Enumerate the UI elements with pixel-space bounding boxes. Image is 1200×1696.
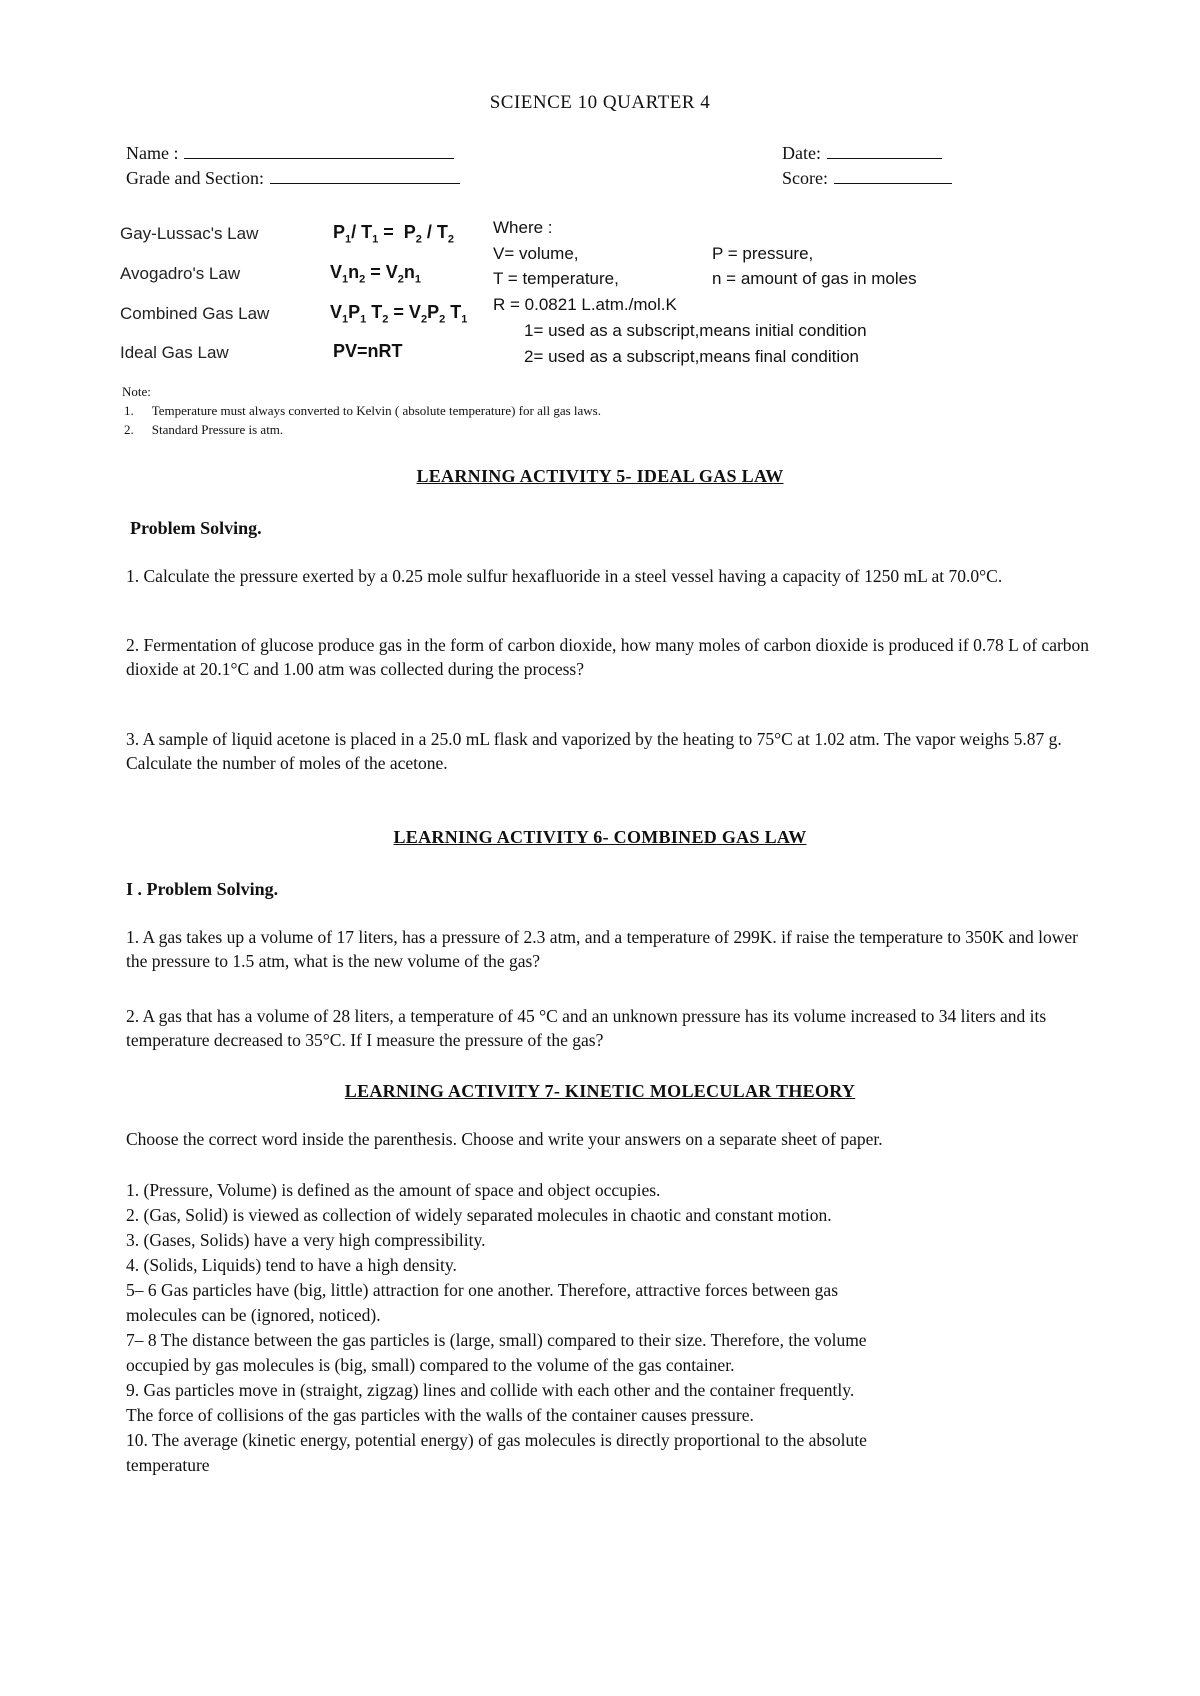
name-blank[interactable] [184, 142, 454, 159]
page-title: SCIENCE 10 QUARTER 4 [489, 92, 711, 113]
kmt-line: The force of collisions of the gas particles with the walls of the container causes pressure. [126, 1405, 754, 1425]
activity6-problem-1: 1. A gas takes up a volume of 17 liters, has a pressure of 2.3 atm, and a temperature of 299K. if raise the temperature to 350K and lower the pressure to 1.5 atm, what is the new volume of the gas? [126, 927, 1079, 971]
law-name-gay-lussac: Gay-Lussac's Law [120, 224, 259, 243]
legend-temperature: T = temperature, [493, 269, 619, 288]
legend-volume: V= volume, [493, 244, 579, 263]
kmt-line: molecules can be (ignored, noticed). [126, 1305, 381, 1325]
law-eq-combined: $V_1P_1$ $T_2 = V_2P_2$ $T_1$ [330, 302, 468, 326]
kmt-line: 10. The average (kinetic energy, potential energy) of gas molecules is directly proportional to the absolute [126, 1430, 867, 1450]
activity5-heading: LEARNING ACTIVITY 5- IDEAL GAS LAW [416, 466, 784, 486]
kmt-line: occupied by gas molecules is (big, small) compared to the volume of the gas container. [126, 1355, 735, 1375]
score-field [782, 167, 952, 189]
law-eq-avogadro: $V_1n_2 = V_2n_1$ [330, 262, 422, 286]
note-item-2: 2. Standard Pressure is atm. [124, 422, 284, 437]
legend-subscript-2: 2= used as a subscript,means final condition [524, 347, 860, 366]
activity6-heading: LEARNING ACTIVITY 6- COMBINED GAS LAW [393, 827, 807, 847]
kmt-line: 7– 8 The distance between the gas particles is (large, small) compared to their size. Therefore, the volume [126, 1330, 867, 1350]
name-label: Name : [126, 143, 179, 163]
grade-section-label: Grade and Section: [126, 168, 264, 188]
activity7-instruction: Choose the correct word inside the parenthesis. Choose and write your answers on a separate sheet of paper. [126, 1129, 883, 1149]
activity5-problem-2: 2. Fermentation of glucose produce gas in the form of carbon dioxide, how many moles of carbon dioxide is produced if 0.78 L of carbon dioxide at 20.1°C and 1.00 atm was collected during the process? [126, 635, 1090, 679]
law-name-ideal: Ideal Gas Law [120, 343, 229, 362]
score-label: Score: [782, 168, 828, 188]
kmt-line: 2. (Gas, Solid) is viewed as collection of widely separated molecules in chaotic and constant motion. [126, 1205, 832, 1225]
activity7-heading: LEARNING ACTIVITY 7- KINETIC MOLECULAR THEORY [344, 1081, 856, 1101]
name-field [126, 142, 454, 164]
kmt-line: temperature [126, 1455, 210, 1475]
kmt-line: 9. Gas particles move in (straight, zigzag) lines and collide with each other and the container frequently. [126, 1380, 855, 1400]
grade-section-field [126, 167, 460, 189]
grade-section-blank[interactable] [270, 167, 460, 184]
date-blank[interactable] [827, 142, 942, 159]
legend-where: Where : [493, 218, 553, 237]
activity6-subheading: I . Problem Solving. [126, 879, 279, 899]
kmt-line: 3. (Gases, Solids) have a very high compressibility. [126, 1230, 486, 1250]
legend-gas-constant: R = 0.0821 L.atm./mol.K [493, 295, 677, 314]
note-item-1: 1. Temperature must always converted to Kelvin ( absolute temperature) for all gas laws. [124, 403, 601, 418]
kmt-line: 5– 6 Gas particles have (big, little) attraction for one another. Therefore, attractive forces between gas [126, 1280, 839, 1300]
legend-pressure: P = pressure, [712, 244, 814, 263]
legend-moles: n = amount of gas in moles [712, 269, 917, 288]
law-name-avogadro: Avogadro's Law [120, 264, 241, 283]
law-eq-gay-lussac: $P_1/$ $T_1 = P_2 / T_2$ [333, 222, 455, 246]
law-eq-ideal: PV=nRT [333, 341, 403, 361]
score-blank[interactable] [834, 167, 952, 184]
date-label: Date: [782, 143, 821, 163]
activity5-problem-1: 1. Calculate the pressure exerted by a 0.25 mole sulfur hexafluoride in a steel vessel having a capacity of 1250 mL at 70.0°C. [126, 566, 1003, 586]
activity6-problem-2: 2. A gas that has a volume of 28 liters, a temperature of 45 °C and an unknown pressure has its volume increased to 34 liters and its temperature decreased to 35°C. If I measure the pressure of the gas? [126, 1006, 1047, 1050]
law-name-combined: Combined Gas Law [120, 304, 270, 323]
note-label: Note: [122, 384, 151, 399]
kmt-line: 1. (Pressure, Volume) is defined as the amount of space and object occupies. [126, 1180, 661, 1200]
legend-subscript-1: 1= used as a subscript,means initial condition [524, 321, 867, 340]
activity5-problem-3: 3. A sample of liquid acetone is placed in a 25.0 mL flask and vaporized by the heating to 75°C at 1.02 atm. The vapor weighs 5.87 g. Calculate the number of moles of the acetone. [126, 729, 1062, 773]
date-field [782, 142, 942, 164]
activity5-subheading: Problem Solving. [130, 518, 262, 538]
kmt-line: 4. (Solids, Liquids) tend to have a high density. [126, 1255, 457, 1275]
